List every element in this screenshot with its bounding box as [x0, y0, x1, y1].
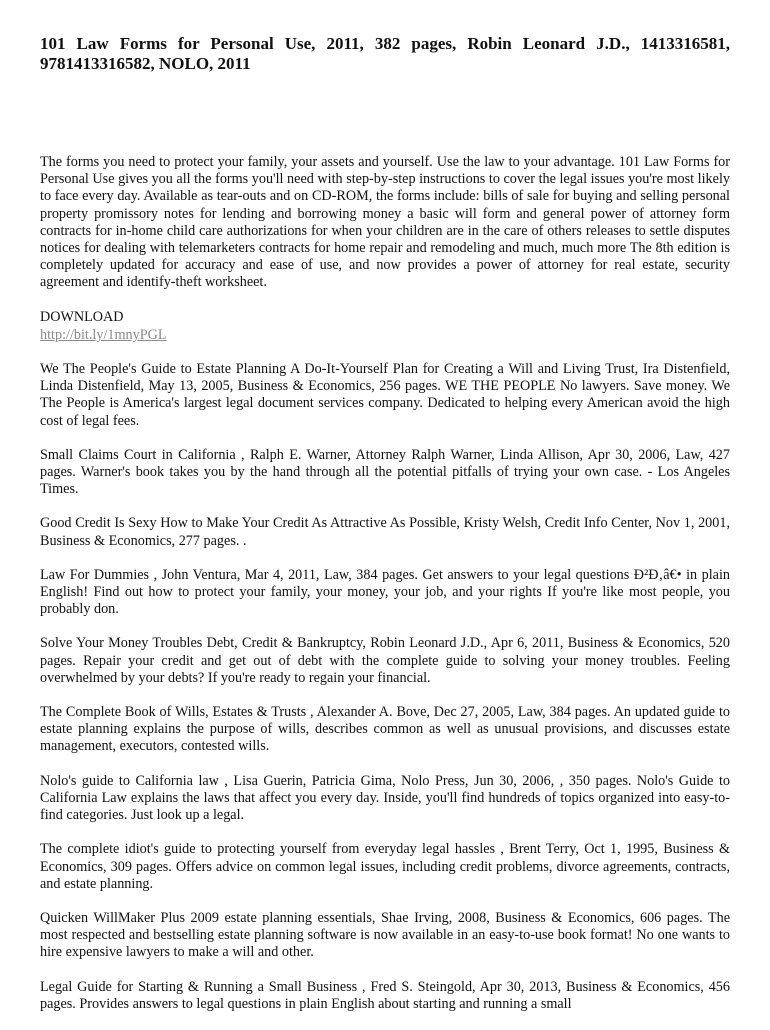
related-entry: Nolo's guide to California law , Lisa Guerin, Patricia Gima, Nolo Press, Jun 30, 2006, , 350 pages. Nolo's Guide to California Law explains the laws that affect you every day. Inside, you'll find hundreds of topics organized into easy-to-find categories. Just look up a legal. [40, 772, 730, 824]
related-entry: The Complete Book of Wills, Estates & Trusts , Alexander A. Bove, Dec 27, 2005, Law, 384 pages. An updated guide to estate planning explains the purpose of wills, describes common as well as unusual provisions, and discusses estate management, executors, contested wills. [40, 704, 730, 755]
related-entry: Solve Your Money Troubles Debt, Credit & Bankruptcy, Robin Leonard J.D., Apr 6, 2011, Business & Economics, 520 pages. Repair your credit and get out of debt with the complete guide to solving your money troubles. Feeling overwhelmed by your debts? If you're ready to regain your financial. [40, 635, 730, 686]
book-description: The forms you need to protect your family, your assets and yourself. Use the law to your advantage. 101 Law Forms for Personal Use gives you all the forms you'll need with step-by-step instructions to cover the legal issues you're most likely to face every day. Available as tear-outs and on CD-ROM, the forms include: bills of sale for buying and selling personal property promissory notes for lending and borrowing money a basic will form and general power of attorney form contracts for in-home child care authorizations for when your children are in the care of others releases to settle disputes notices for dealing with telemarketers contracts for home repair and remodeling and much, much more The 8th edition is completely updated for accuracy and ease of use, and now provides a power of attorney for real estate, security agreement and identify-theft worksheet. [40, 154, 730, 291]
related-entry: Small Claims Court in California , Ralph E. Warner, Attorney Ralph Warner, Linda Allison, Apr 30, 2006, Law, 427 pages. Warner's book takes you by the hand through all the potential pitfalls of trying your own case. - Los Angeles Times. [40, 446, 730, 498]
related-entry: The complete idiot's guide to protecting yourself from everyday legal hassles , Brent Terry, Oct 1, 1995, Business & Economics, 309 pages. Offers advice on common legal issues, including credit problems, divorce agreements, contracts, and estate planning. [40, 841, 730, 892]
related-entry: Law For Dummies , John Ventura, Mar 4, 2011, Law, 384 pages. Get answers to your legal questions Ð²Ð‚â€• in plain English! Find out how to protect your family, your money, your job, and your rights If you're like most people, you probably don. [40, 566, 730, 618]
related-entry: Quicken WillMaker Plus 2009 estate planning essentials, Shae Irving, 2008, Business & Economics, 606 pages. The most respected and bestselling estate planning software is now available in an easy-to-use book format! No one wants to hire expensive lawyers to make a will and other. [40, 909, 730, 961]
related-entry: Good Credit Is Sexy How to Make Your Credit As Attractive As Possible, Kristy Welsh, Credit Info Center, Nov 1, 2001, Business & Economics, 277 pages. . [40, 515, 730, 549]
related-entry: We The People's Guide to Estate Planning A Do-It-Yourself Plan for Creating a Will and Living Trust, Ira Distenfield, Linda Distenfield, May 13, 2005, Business & Economics, 256 pages. WE THE PEOPLE No lawyers. Save money. We The People is America's largest legal document services company. Dedicated to helping every American avoid the high cost of legal fees. [40, 361, 730, 429]
download-link[interactable]: http://bit.ly/1mnyPGL [40, 326, 167, 343]
document-title: 101 Law Forms for Personal Use, 2011, 382 pages, Robin Leonard J.D., 1413316581, 9781413316582, NOLO, 2011 [40, 34, 730, 73]
download-section [40, 309, 730, 361]
download-label: DOWNLOAD [40, 308, 124, 325]
related-entry: Legal Guide for Starting & Running a Small Business , Fred S. Steingold, Apr 30, 2013, Business & Economics, 456 pages. Provides answers to legal questions in plain English about starting and running a small [40, 978, 730, 1012]
document-page [40, 34, 730, 1030]
